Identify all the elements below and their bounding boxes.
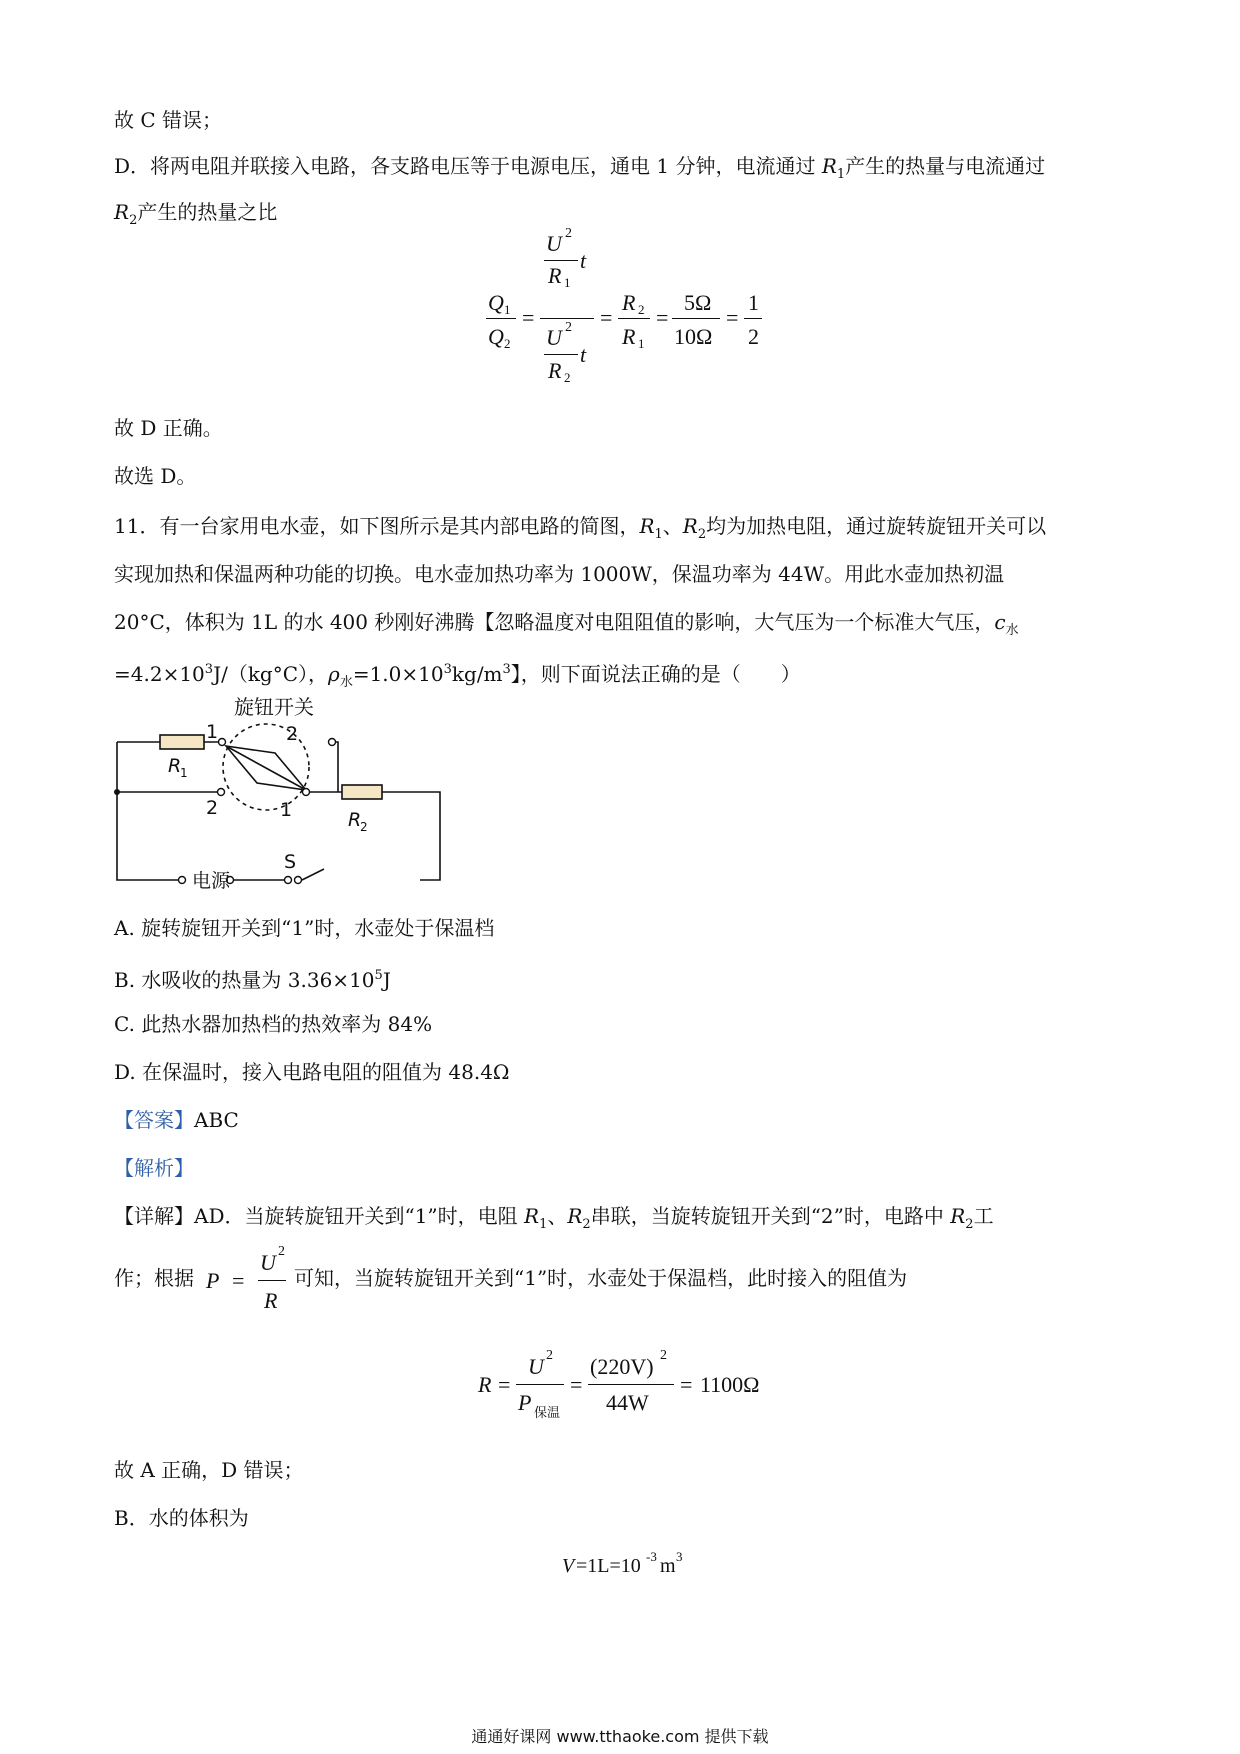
formula-subscript: 保温 xyxy=(534,1406,561,1421)
formula-text: =1L=10 xyxy=(576,1555,641,1577)
formula-text: m xyxy=(660,1555,676,1577)
formula-symbol: U xyxy=(546,325,562,350)
formula-symbol: P xyxy=(206,1268,220,1293)
formula-symbol: R xyxy=(622,290,636,315)
text-segment: 】，则下面说法正确的是（ ） xyxy=(510,662,801,686)
symbol-rho: ρ xyxy=(328,662,340,686)
option-label: A. xyxy=(114,916,135,940)
detail-line xyxy=(114,1264,194,1292)
detail-line: 可知，当旋转旋钮开关到“1”时，水壶处于保温档，此时接入的阻值为 xyxy=(294,1266,908,1290)
text-segment: 11．有一台家用电水壶，如下图所示是其内部电路的简图， xyxy=(114,514,640,538)
subscript: 2 xyxy=(582,1217,591,1232)
formula-subscript: 1 xyxy=(638,336,645,351)
subscript: 1 xyxy=(836,167,846,182)
formula-equals: = xyxy=(600,305,613,330)
text-segment: 产生的热量与电流通过 xyxy=(845,154,1046,178)
resistor-symbol: R xyxy=(682,514,698,538)
formula-symbol: t xyxy=(580,248,587,273)
formula-symbol: R xyxy=(622,324,636,349)
text-line: 故选 D。 xyxy=(114,464,197,488)
formula-symbol: Q xyxy=(488,324,504,349)
option-text: 旋转旋钮开关到“1”时，水壶处于保温档 xyxy=(141,916,495,940)
question-line xyxy=(114,512,1046,549)
terminal-1-bottom: 1 xyxy=(280,799,293,821)
superscript: 3 xyxy=(204,662,214,677)
question-line xyxy=(114,608,1019,645)
formula-numerator: 1 xyxy=(748,290,759,315)
formula-symbol: P xyxy=(518,1390,532,1415)
answer-line xyxy=(114,1106,239,1134)
text-segment: kg/m xyxy=(451,662,503,686)
formula-exponent: 2 xyxy=(546,1348,553,1363)
text-line: B．水的体积为 xyxy=(114,1506,249,1530)
text-line xyxy=(114,198,277,235)
option-text: 在保温时，接入电路电阻的阻值为 48.4Ω xyxy=(142,1060,510,1084)
text-segment: 20°C，体积为 1L 的水 400 秒刚好沸腾【忽略温度对电阻阻值的影响，大气压为一个标准大气压， xyxy=(114,610,995,634)
text-segment: 均为加热电阻，通过旋转旋钮开关可以 xyxy=(706,514,1047,538)
formula-exponent: -3 xyxy=(646,1549,657,1564)
resistor-symbol: R xyxy=(567,1204,583,1228)
option-text: 水吸收的热量为 3.36×10 xyxy=(141,968,375,992)
text-line: 故 A 正确，D 错误； xyxy=(114,1458,304,1482)
formula-exponent: 2 xyxy=(565,320,572,335)
text-segment: =1.0×10 xyxy=(352,662,444,686)
resistor-symbol: R xyxy=(524,1204,540,1228)
formula-subscript: 2 xyxy=(564,370,571,385)
r1-label: R xyxy=(168,755,182,777)
text-segment: 串联，当旋转旋钮开关到“2”时，电路中 xyxy=(590,1204,951,1228)
switch-label: S xyxy=(284,851,297,873)
formula-symbol: t xyxy=(580,342,587,367)
subscript: 1 xyxy=(654,527,663,542)
text-segment: 、 xyxy=(547,1204,568,1228)
subscript: 2 xyxy=(697,527,707,542)
power-source-label: 电源 xyxy=(192,870,231,892)
formula-subscript: 2 xyxy=(504,336,511,351)
option-label: B. xyxy=(114,968,136,992)
formula-equals: = xyxy=(570,1372,583,1397)
formula-equals: = xyxy=(726,305,739,330)
superscript: 3 xyxy=(502,662,511,677)
text-segment: 产生的热量之比 xyxy=(137,200,278,224)
formula-subscript: 2 xyxy=(638,302,645,317)
option-text: J xyxy=(382,968,391,992)
formula-symbol: U xyxy=(546,231,562,256)
formula-subscript: 1 xyxy=(564,275,571,290)
formula-equals: = xyxy=(656,305,669,330)
formula-exponent: 2 xyxy=(660,1348,667,1363)
option-label: D. xyxy=(114,1060,136,1084)
resistor-symbol: R xyxy=(114,200,130,224)
text-segment: 作；根据 xyxy=(114,1266,194,1290)
analysis-tag: 【解析】 xyxy=(114,1156,194,1180)
terminal-2-bottom: 2 xyxy=(206,797,219,819)
formula-result: 1100Ω xyxy=(700,1372,760,1397)
formula-exponent: 2 xyxy=(278,1244,285,1259)
text-segment: J/（kg°C）， xyxy=(213,662,329,686)
text-line: 故 D 正确。 xyxy=(114,416,223,440)
page-footer: 通通好课网 www.tthaoke.com 提供下载 xyxy=(471,1727,769,1746)
question-line: 实现加热和保温两种功能的切换。电水壶加热功率为 1000W，保温功率为 44W。用此水壶加热初温 xyxy=(114,562,1005,586)
answer-tag: 【答案】 xyxy=(114,1108,194,1132)
text-segment: 工 xyxy=(973,1204,994,1228)
formula-symbol: R xyxy=(548,263,562,288)
formula-equals: = xyxy=(680,1372,693,1397)
option-label: C. xyxy=(114,1012,135,1036)
subscript: 1 xyxy=(539,1217,548,1232)
terminal-1-top: 1 xyxy=(206,721,219,743)
r2-subscript: 2 xyxy=(360,820,368,834)
formula-equals: = xyxy=(498,1372,511,1397)
formula-symbol: R xyxy=(548,358,562,383)
superscript: 5 xyxy=(374,968,383,983)
formula-denominator: 10Ω xyxy=(674,324,713,349)
circuit-title: 旋钮开关 xyxy=(234,695,314,719)
text-segment: 、 xyxy=(662,514,683,538)
formula-symbol: Q xyxy=(488,290,504,315)
text-line xyxy=(114,152,1045,189)
resistor-symbol: R xyxy=(821,154,837,178)
text-segment: =4.2×10 xyxy=(114,662,205,686)
detail-tag: 【详解】 xyxy=(114,1204,194,1228)
formula-numerator: (220V) xyxy=(590,1354,654,1379)
formula-exponent: 3 xyxy=(676,1549,683,1564)
formula-symbol: U xyxy=(528,1354,544,1379)
formula-symbol: R xyxy=(478,1372,492,1397)
resistor-symbol: R xyxy=(639,514,655,538)
symbol-c: c xyxy=(994,610,1006,634)
r1-subscript: 1 xyxy=(180,766,188,780)
formula-denominator: 44W xyxy=(606,1390,649,1415)
superscript: 3 xyxy=(443,662,452,677)
terminal-2-top: 2 xyxy=(286,723,299,745)
formula-equals: = xyxy=(232,1268,245,1293)
formula-symbol: U xyxy=(260,1250,276,1275)
option-a xyxy=(114,914,494,942)
text-segment: D．将两电阻并联接入电路，各支路电压等于电源电压，通电 1 分钟，电流通过 xyxy=(114,154,822,178)
r2-label: R xyxy=(348,809,362,831)
formula-denominator: 2 xyxy=(748,324,759,349)
text-line: 故 C 错误； xyxy=(114,108,223,132)
circuit-diagram xyxy=(100,690,460,900)
formula-exponent: 2 xyxy=(565,226,572,241)
formula-symbol: R xyxy=(264,1288,278,1313)
option-c xyxy=(114,1010,432,1038)
option-b xyxy=(114,962,391,994)
formula-symbol: V xyxy=(562,1555,575,1577)
resistor-symbol: R xyxy=(950,1204,966,1228)
text-segment: AD．当旋转旋钮开关到“1”时，电阻 xyxy=(194,1204,525,1228)
subscript: 2 xyxy=(965,1217,974,1232)
formula-subscript: 1 xyxy=(504,302,511,317)
analysis-line xyxy=(114,1154,194,1182)
subscript: 水 xyxy=(1005,623,1019,638)
answer-value: ABC xyxy=(194,1108,239,1132)
formula-equals: = xyxy=(522,305,535,330)
formula-numerator: 5Ω xyxy=(684,290,712,315)
option-text: 此热水器加热档的热效率为 84% xyxy=(141,1012,433,1036)
subscript: 水 xyxy=(339,675,353,690)
detail-line xyxy=(114,1202,994,1239)
option-d xyxy=(114,1058,510,1086)
subscript: 2 xyxy=(129,213,138,228)
